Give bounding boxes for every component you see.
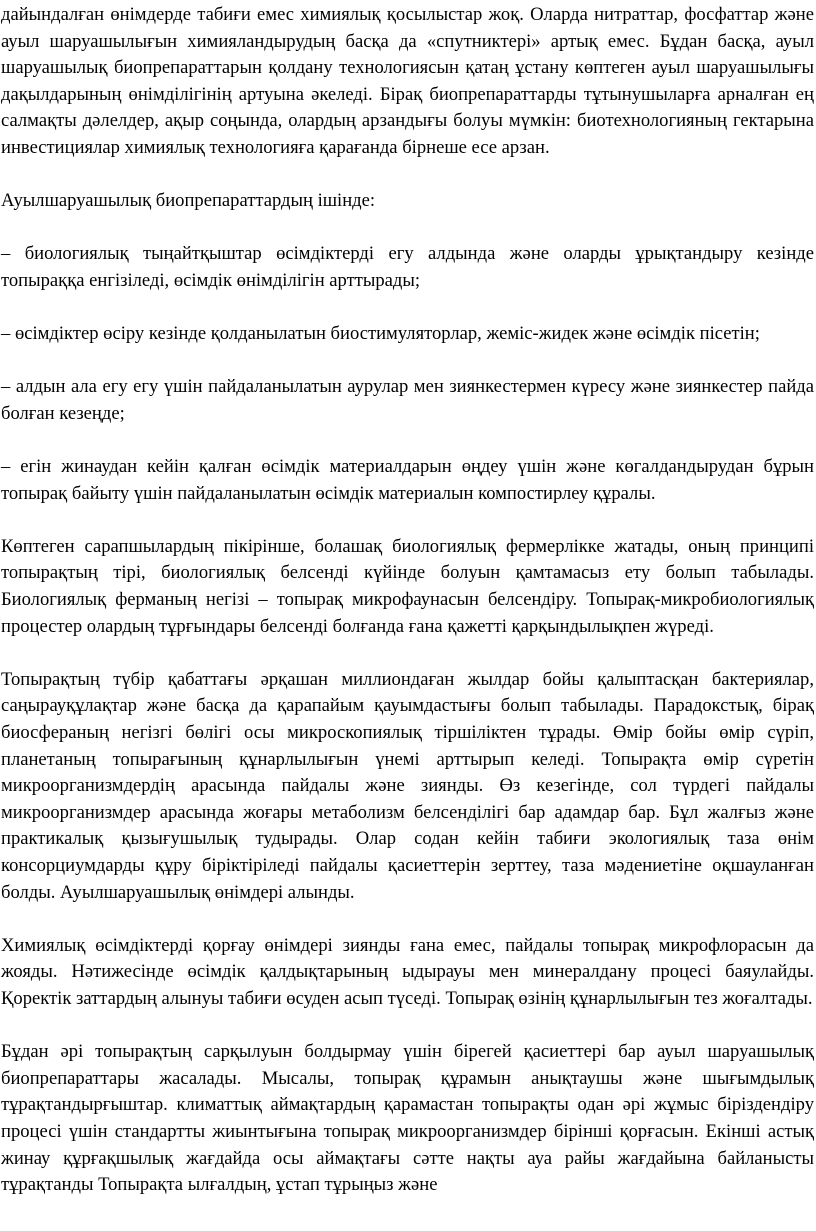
paragraph-chemical-protection: Химиялық өсімдіктерді қорғау өнімдері зиянды ғана емес, пайдалы топырақ микрофлорасын да жояды. Нәтижесінде өсімдік қалдықтарының ыдырауы мен минералдану процесі баяулайды. Қоректік заттардың алынуы табиғи өсуден асып түседі. Топырақ өзінің құнарлылығын тез жоғалтады. — [1, 934, 814, 1009]
list-item-pest-control: – алдын ала егу егу үшін пайдаланылатын аурулар мен зиянкестермен күресу және зиянкестер пайда болған кезеңде; — [1, 376, 814, 424]
list-item-composting: – егін жинаудан кейін қалған өсімдік материалдарын өңдеу үшін және көгалдандырудан бұрын топырақ байыту үшін пайдаланылатын өсімдік материалын компостирлеу құралы. — [1, 456, 814, 504]
list-item-biostimulators: – өсімдіктер өсіру кезінде қолданылатын биостимуляторлар, жеміс-жидек және өсімдік пісетін; — [1, 323, 760, 345]
list-item-fertilizers: – биологиялық тыңайтқыштар өсімдіктерді егу алдында және оларды ұрықтандыру кезінде топыраққа енгізіледі, өсімдік өнімділігін арттырады; — [1, 243, 814, 291]
paragraph-intro: дайындалған өнімдерде табиғи емес химиялық қосылыстар жоқ. Оларда нитраттар, фосфаттар және ауыл шаруашылығын химияландырудың басқа да «спутниктері» артық емес. Бұдан басқа, ауыл шаруашылық биопрепараттарын қолдану технологиясын қатаң ұстану көптеген ауыл шаруашылығы дақылдарының өнімділігінің артуына әкеледі. Бірақ биопрепараттарды тұтынушыларға арналған ең салмақты дәлелдер, ақыр соңында, олардың арзандығы болуы мүмкін: биотехнологияның гектарына инвестициялар химиялық технологияға қарағанда бірнеше есе арзан. — [1, 4, 814, 158]
paragraph-soil-microorganisms: Топырақтың түбір қабаттағы әрқашан миллиондаған жылдар бойы қалыптасқан бактериялар, саңырауқұлақтар және басқа да қарапайым қауымдастығы болып табылады. Парадокстық, бірақ биосфераның негізгі бөлігі осы микроскопиялық тіршіліктен тұрады. Өмір бойы өмір сүріп, планетаның топырағының құнарлылығын үнемі арттырып келеді. Топырақта өмір сүретін микроорганизмдердің арасында пайдалы және зиянды. Өз кезегінде, сол түрдегі пайдалы микроорганизмдер арасында жоғары метаболизм белсенділігі бар адамдар бар. Бұл жалғыз және практикалық қызығушылық тудырады. Олар содан кейін табиғи экологиялық таза өнім консорциумдарды құру біріктіріледі пайдалы қасиеттерін зерттеу, таза мәдениетіне оқшауланған болды. Ауылшаруашылық өнімдері алынды. — [1, 668, 814, 903]
paragraph-soil-depletion: Бұдан әрі топырақтың сарқылуын болдырмау үшін бірегей қасиеттері бар ауыл шаруашылық биопрепараттары жасалады. Мысалы, топырақ құрамын анықтаушы және шығымдылық тұрақтандырғыштар. климаттық аймақтардың қарамастан топырақты одан әрі жұмыс біріздендіру процесі үшін стандартты жиынтығына топырақ микроорганизмдер бірінші қорғасын. Екінші астық жинау құрғақшылық жағдайда осы аймақтағы сәтте нақты ауа райы жағдайына байланысты тұрақтанды Топырақта ылғалдың, ұстап тұрыңыз және — [1, 1041, 814, 1196]
paragraph-list-heading: Ауылшаруашылық биопрепараттардың ішінде: — [1, 190, 376, 212]
paragraph-biological-farming: Көптеген сарапшылардың пікірінше, болашақ биологиялық фермерлікке жатады, оның принципі топырақтың тірі, биологиялық белсенді күйінде болуын қамтамасыз ету болып табылады. Биологиялық ферманың негізі – топырақ микрофаунасын белсендіру. Топырақ-микробиологиялық процестер олардың тұрғындары белсенді болғанда ғана қажетті қарқындылықпен жүреді. — [1, 535, 814, 637]
